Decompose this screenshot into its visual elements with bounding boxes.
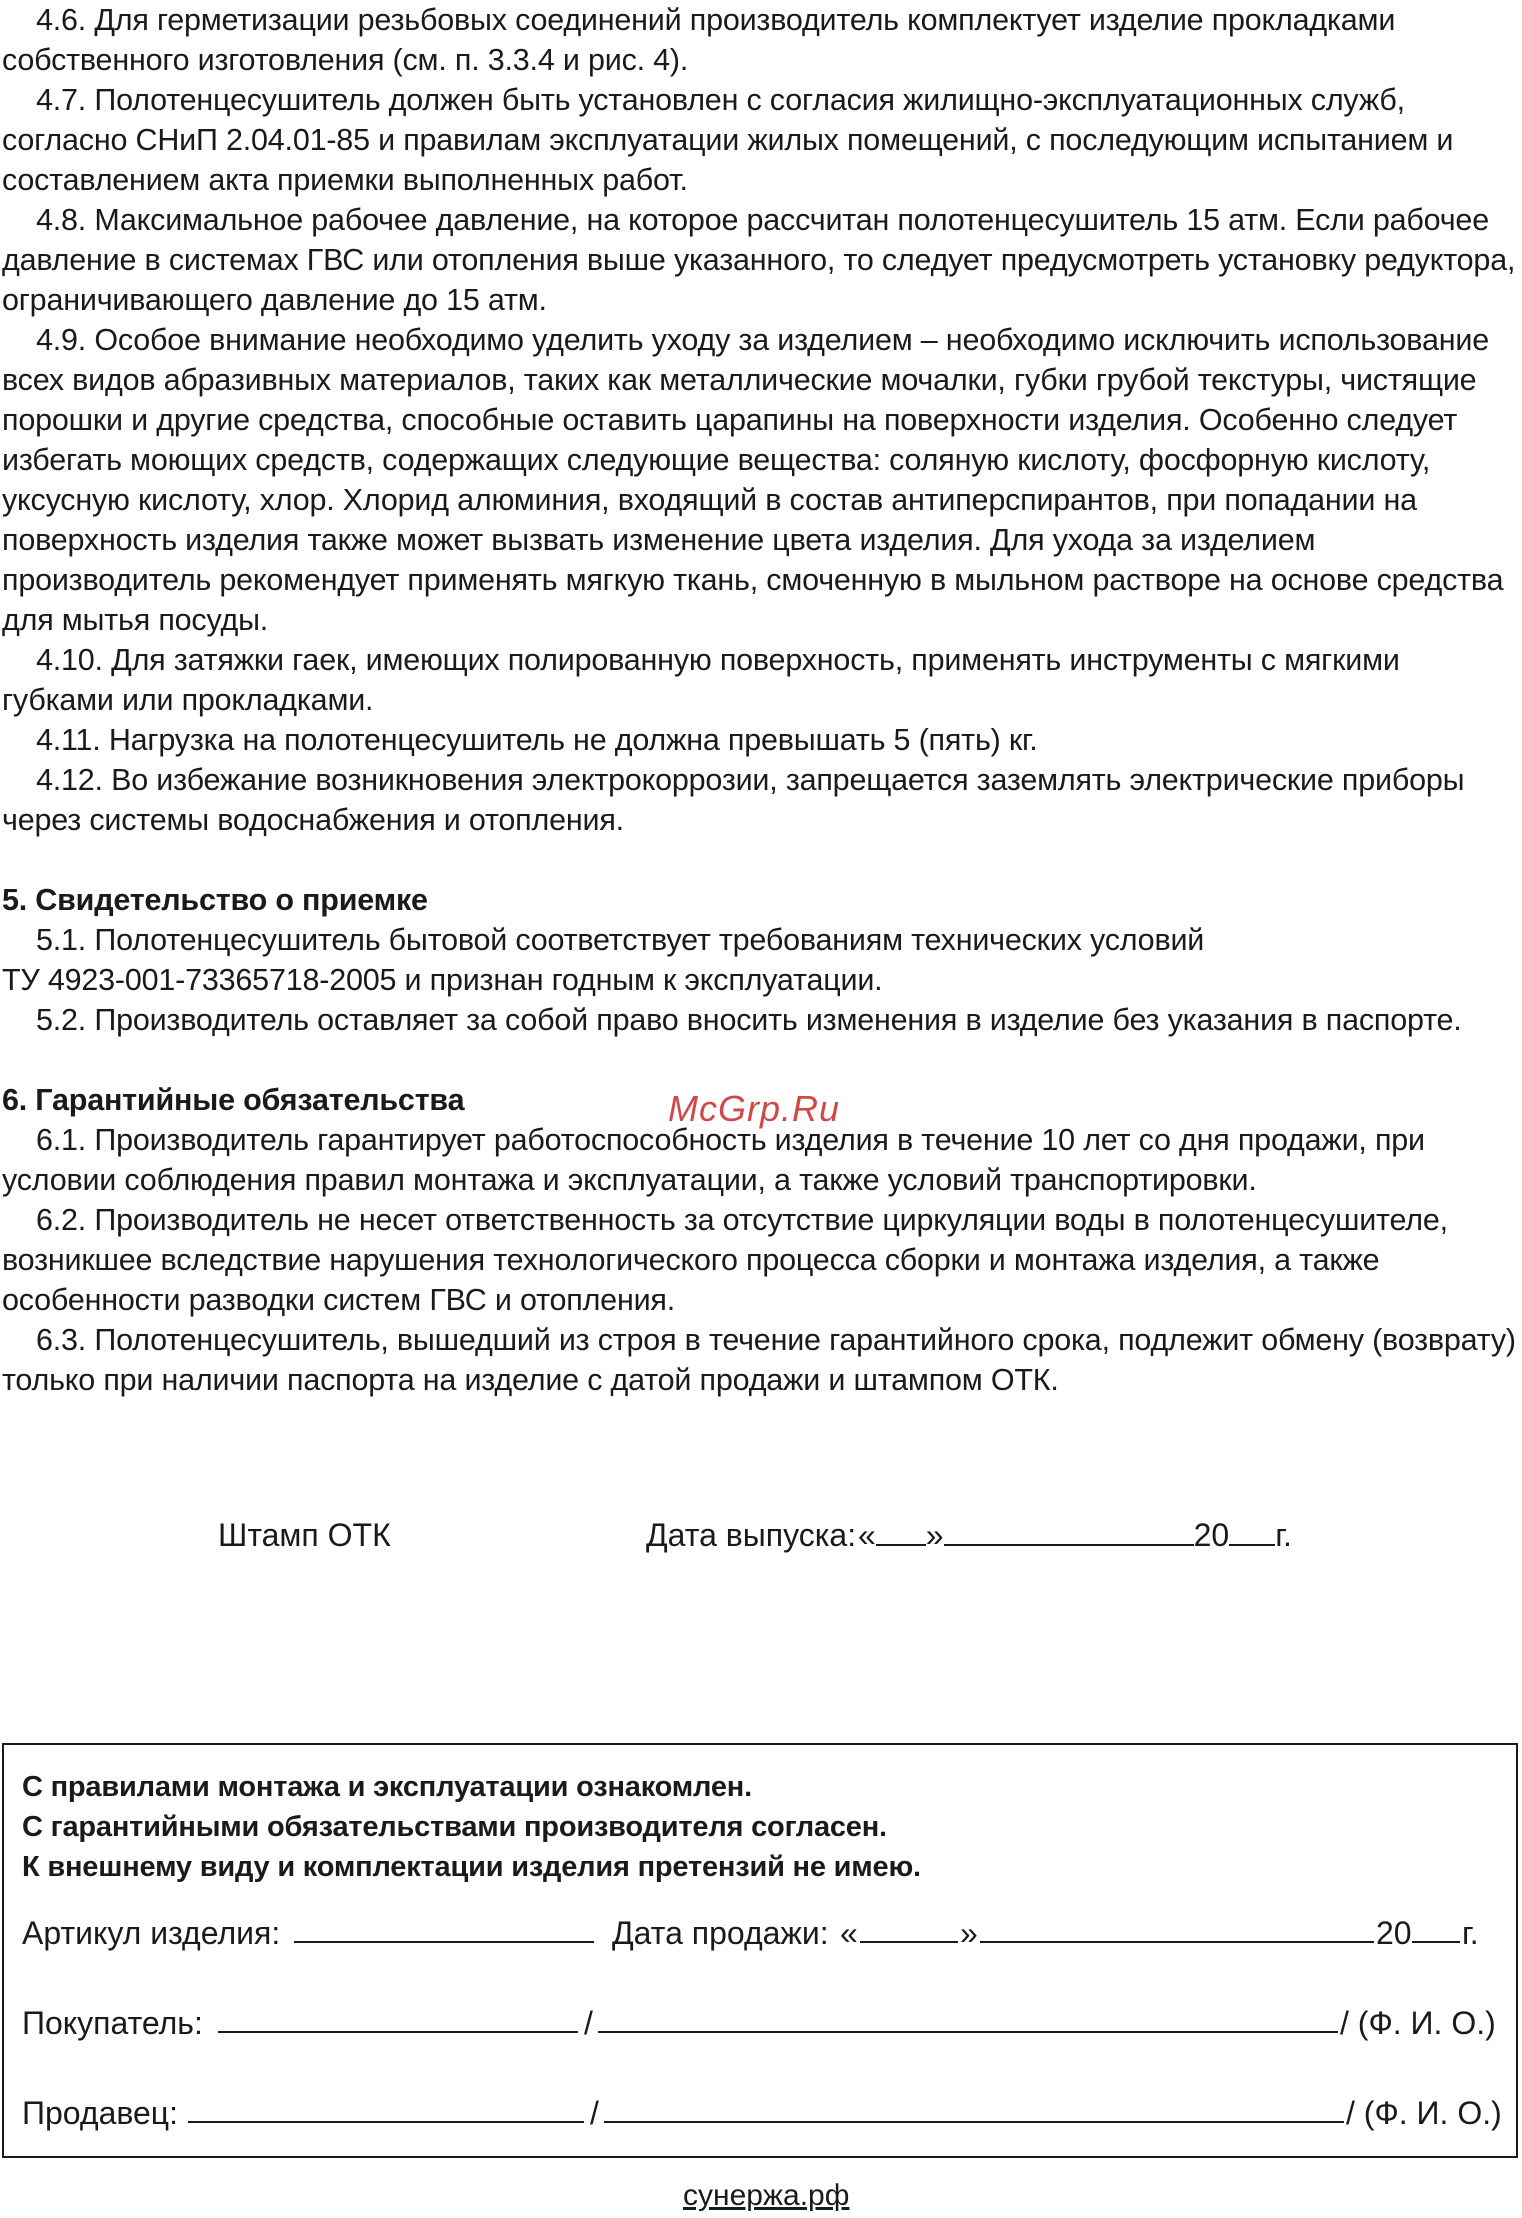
open-quote: « xyxy=(840,1915,858,1951)
section-5-title: 5. Свидетельство о приемке xyxy=(2,883,428,917)
release-date-label: Дата выпуска: xyxy=(646,1517,857,1553)
release-month-line xyxy=(944,1516,1194,1546)
seller-signature-line xyxy=(188,2093,584,2123)
sale-day-line xyxy=(860,1913,958,1943)
article-label: Артикул изделия: xyxy=(22,1915,281,1951)
seller-name-line xyxy=(604,2093,1344,2123)
paragraph-4-11: 4.11. Нагрузка на полотенцесушитель не должна превышать 5 (пять) кг. xyxy=(36,723,1038,757)
paragraph-4-12: 4.12. Во избежание возникновения электрокоррозии, запрещается заземлять электрические приборы через системы водоснабжения и отопления. xyxy=(2,763,1465,837)
seller-label: Продавец: xyxy=(22,2095,179,2131)
paragraph-5-2: 5.2. Производитель оставляет за собой право вносить изменения в изделие без указания в паспорте. xyxy=(36,1003,1462,1037)
sale-date-label: Дата продажи: xyxy=(612,1915,829,1951)
year-prefix: 20 xyxy=(1193,1517,1230,1553)
paragraph-4-8: 4.8. Максимальное рабочее давление, на которое рассчитан полотенцесушитель 15 атм. Если рабочее давление в системах ГВС или отопления выше указанного, то следует предусмотреть установку редуктора, ограничивающего давление до 15 атм. xyxy=(2,203,1516,317)
statement-line: С гарантийными обязательствами производителя согласен. xyxy=(22,1811,887,1843)
fio-suffix: / (Ф. И. О.) xyxy=(1346,2095,1502,2131)
spacer xyxy=(2,1040,1517,1080)
paragraph-4-10: 4.10. Для затяжки гаек, имеющих полированную поверхность, применять инструменты с мягкими губками или прокладками. xyxy=(2,643,1400,717)
sale-year-line xyxy=(1412,1913,1460,1943)
release-date-field xyxy=(858,1515,1292,1555)
website-link[interactable]: сунержа.рф xyxy=(683,2179,850,2212)
open-quote: « xyxy=(858,1517,876,1553)
spacer xyxy=(2,840,1517,880)
acknowledgement-box xyxy=(2,1743,1518,2158)
acknowledgement-statements xyxy=(22,1767,921,1887)
year-suffix: г. xyxy=(1275,1517,1292,1553)
qc-stamp-label: Штамп ОТК xyxy=(218,1517,391,1553)
release-day-line xyxy=(876,1516,926,1546)
paragraph-5-1-line2: ТУ 4923-001-73365718-2005 и признан годным к эксплуатации. xyxy=(2,963,883,997)
year-prefix: 20 xyxy=(1376,1915,1412,1951)
close-quote: » xyxy=(960,1915,978,1951)
statement-line: К внешнему виду и комплектации изделия претензий не имею. xyxy=(22,1851,921,1883)
close-quote: » xyxy=(925,1517,944,1553)
fio-suffix: / (Ф. И. О.) xyxy=(1340,2005,1496,2041)
paragraph-5-1-line1: 5.1. Полотенцесушитель бытовой соответствует требованиям технических условий xyxy=(36,923,1205,957)
paragraph-6-2: 6.2. Производитель не несет ответственность за отсутствие циркуляции воды в полотенцесушителе, возникшее вследствие нарушения технологического процесса сборки и монтажа изделия, а также особенности разводки систем ГВС и отопления. xyxy=(2,1203,1448,1317)
release-year-line xyxy=(1229,1516,1275,1546)
paragraph-4-9: 4.9. Особое внимание необходимо уделить уходу за изделием – необходимо исключить использование всех видов абразивных материалов, таких как металлические мочалки, губки грубой текстуры, чистящие порошки и другие средства, способные оставить царапины на поверхности изделия. Особенно следует избегать моющих средств, содержащих следующие вещества: соляную кислоту, фосфорную кислоту, уксусную кислоту, хлор. Хлорид алюминия, входящий в состав антиперспирантов, при попадании на поверхность изделия также может вызвать изменение цвета изделия. Для ухода за изделием производитель рекомендует применять мягкую ткань, смоченную в мыльном растворе на основе средства для мытья посуды. xyxy=(2,323,1504,637)
slash: / xyxy=(590,2095,599,2131)
year-suffix: г. xyxy=(1462,1915,1479,1951)
buyer-signature-line xyxy=(218,2003,578,2033)
section-6-title: 6. Гарантийные обязательства xyxy=(2,1083,465,1117)
paragraph-6-3: 6.3. Полотенцесушитель, вышедший из строя в течение гарантийного срока, подлежит обмену (возврату) только при наличии паспорта на изделие с датой продажи и штампом ОТК. xyxy=(2,1323,1516,1397)
buyer-name-line xyxy=(598,2003,1338,2033)
article-line xyxy=(294,1913,594,1943)
paragraph-4-7: 4.7. Полотенцесушитель должен быть установлен с согласия жилищно-эксплуатационных служб, согласно СНиП 2.04.01-85 и правилам эксплуатации жилых помещений, с последующим испытанием и составлением акта приемки выполненных работ. xyxy=(2,83,1454,197)
main-text xyxy=(2,0,1517,1400)
statement-line: С правилами монтажа и эксплуатации ознакомлен. xyxy=(22,1771,752,1803)
watermark: McGrp.Ru xyxy=(668,1088,841,1129)
paragraph-4-6: 4.6. Для герметизации резьбовых соединений производитель комплектует изделие прокладками собственного изготовления (см. п. 3.3.4 и рис. 4). xyxy=(2,3,1396,77)
buyer-label: Покупатель: xyxy=(22,2005,203,2041)
paragraph-6-1: 6.1. Производитель гарантирует работоспособность изделия в течение 10 лет со дня продажи, при условии соблюдения правил монтажа и эксплуатации, а также условий транспортировки. xyxy=(2,1123,1425,1197)
slash: / xyxy=(584,2005,593,2041)
sale-month-line xyxy=(980,1913,1374,1943)
